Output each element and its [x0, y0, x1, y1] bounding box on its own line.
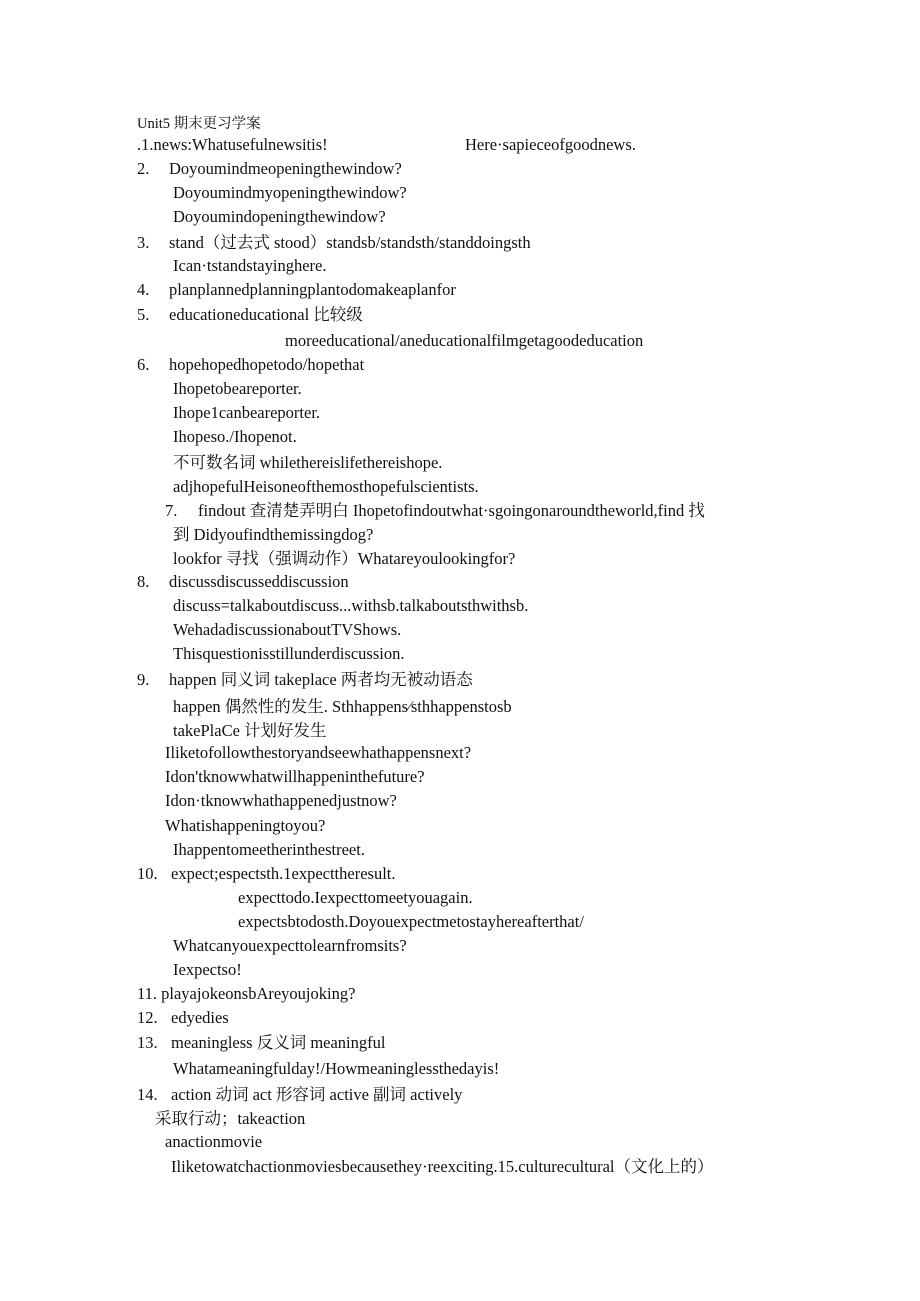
item-1-line-b: Here·sapieceofgoodnews. [465, 135, 636, 154]
item-6-line-f: adjhopefulHeisoneofthemosthopefulscientists. [173, 477, 479, 496]
item-9-line-e: Idon'tknowwhatwillhappeninthefuture? [165, 767, 425, 786]
item-9-line-c: takePlaCe 计划好发生 [173, 721, 327, 740]
item-3-line-b: Ican·tstandstayinghere. [173, 256, 327, 275]
item-8-line-c: WehadadiscussionaboutTVShows. [173, 620, 402, 639]
item-2-line-a: Doyoumindmeopeningthewindow? [169, 159, 402, 178]
item-number: 13. [137, 1033, 158, 1052]
item-13-line-b: Whatameaningfulday!/Howmeaninglessthedayis! [173, 1059, 500, 1078]
item-10-line-b: expecttodo.Iexpecttomeetyouagain. [238, 888, 473, 907]
item-14-line-d: Iliketowatchactionmoviesbecausethey·reexciting.15.culturecultural（文化上的） [171, 1157, 714, 1176]
item-10-line-e: Iexpectso! [173, 960, 242, 979]
item-5-line-a: educationeducational 比较级 [169, 305, 363, 324]
item-number: 8. [137, 572, 150, 591]
item-number: 10. [137, 864, 158, 883]
item-8-line-b: discuss=talkaboutdiscuss...withsb.talkaboutsthwithsb. [173, 596, 529, 615]
item-9-line-g: Whatishappeningtoyou? [165, 816, 326, 835]
item-9-line-a: happen 同义词 takeplace 两者均无被动语态 [169, 670, 473, 689]
item-6-line-c: Ihope1canbeareporter. [173, 403, 321, 422]
item-9-line-h: Ihappentomeetherinthestreet. [173, 840, 365, 859]
item-9-line-f: Idon·tknowwhathappenedjustnow? [165, 791, 397, 810]
item-8-line-a: discussdiscusseddiscussion [169, 572, 349, 591]
item-number: 14. [137, 1085, 158, 1104]
item-11-line-a: 11. playajokeonsbAreyoujoking? [137, 984, 356, 1003]
item-6-line-d: Ihopeso./Ihopenot. [173, 427, 297, 446]
item-6-line-b: Ihopetobeareporter. [173, 379, 302, 398]
item-1-line-a: .1.news:Whatusefulnewsitis! [137, 135, 328, 154]
item-14-line-a: action 动词 act 形容词 active 副词 actively [171, 1085, 463, 1104]
item-14-line-c: anactionmovie [165, 1132, 263, 1151]
item-2-line-c: Doyoumindopeningthewindow? [173, 207, 386, 226]
item-4-line-a: planplannedplanningplantodomakeaplanfor [169, 280, 456, 299]
item-number: 12. [137, 1008, 158, 1027]
page-title: Unit5 期末更习学案 [137, 116, 261, 132]
item-9-line-d: Iliketofollowthestoryandseewhathappensnext? [165, 743, 472, 762]
item-number: 9. [137, 670, 150, 689]
item-number: 5. [137, 305, 150, 324]
item-6-line-e: 不可数名词 whilethereislifethereishope. [173, 453, 443, 472]
item-10-line-c: expectsbtodosth.Doyouexpectmetostayhereafterthat/ [238, 912, 584, 931]
item-number: 4. [137, 280, 150, 299]
item-7-line-b: 到 Didyoufindthemissingdog? [173, 525, 374, 544]
item-7-line-a: findout 查清楚弄明白 Ihopetofindoutwhat·sgoingonaroundtheworld,find 找 [198, 501, 705, 520]
item-number: 6. [137, 355, 150, 374]
item-number: 7. [165, 501, 178, 520]
item-10-line-d: Whatcanyouexpecttolearnfromsits? [173, 936, 407, 955]
item-12-line-a: edyedies [171, 1008, 229, 1027]
item-10-line-a: expect;espectsth.1expecttheresult. [171, 864, 396, 883]
item-6-line-a: hopehopedhopetodo/hopethat [169, 355, 365, 374]
item-number: 2. [137, 159, 150, 178]
item-3-line-a: stand（过去式 stood）standsb/standsth/standdoingsth [169, 233, 531, 252]
item-number: 3. [137, 233, 150, 252]
item-2-line-b: Doyoumindmyopeningthewindow? [173, 183, 407, 202]
item-8-line-d: Thisquestionisstillunderdiscussion. [173, 644, 405, 663]
item-7-line-c: lookfor 寻找（强调动作）Whatareyoulookingfor? [173, 549, 516, 568]
item-14-line-b: 采取行动；takeaction [155, 1109, 306, 1128]
item-5-line-b: moreeducational/aneducationalfilmgetagoodeducation [285, 331, 644, 350]
item-9-line-b: happen 偶然性的发生. Sthhappens∕sthhappenstosb [173, 697, 512, 716]
item-13-line-a: meaningless 反义词 meaningful [171, 1033, 386, 1052]
